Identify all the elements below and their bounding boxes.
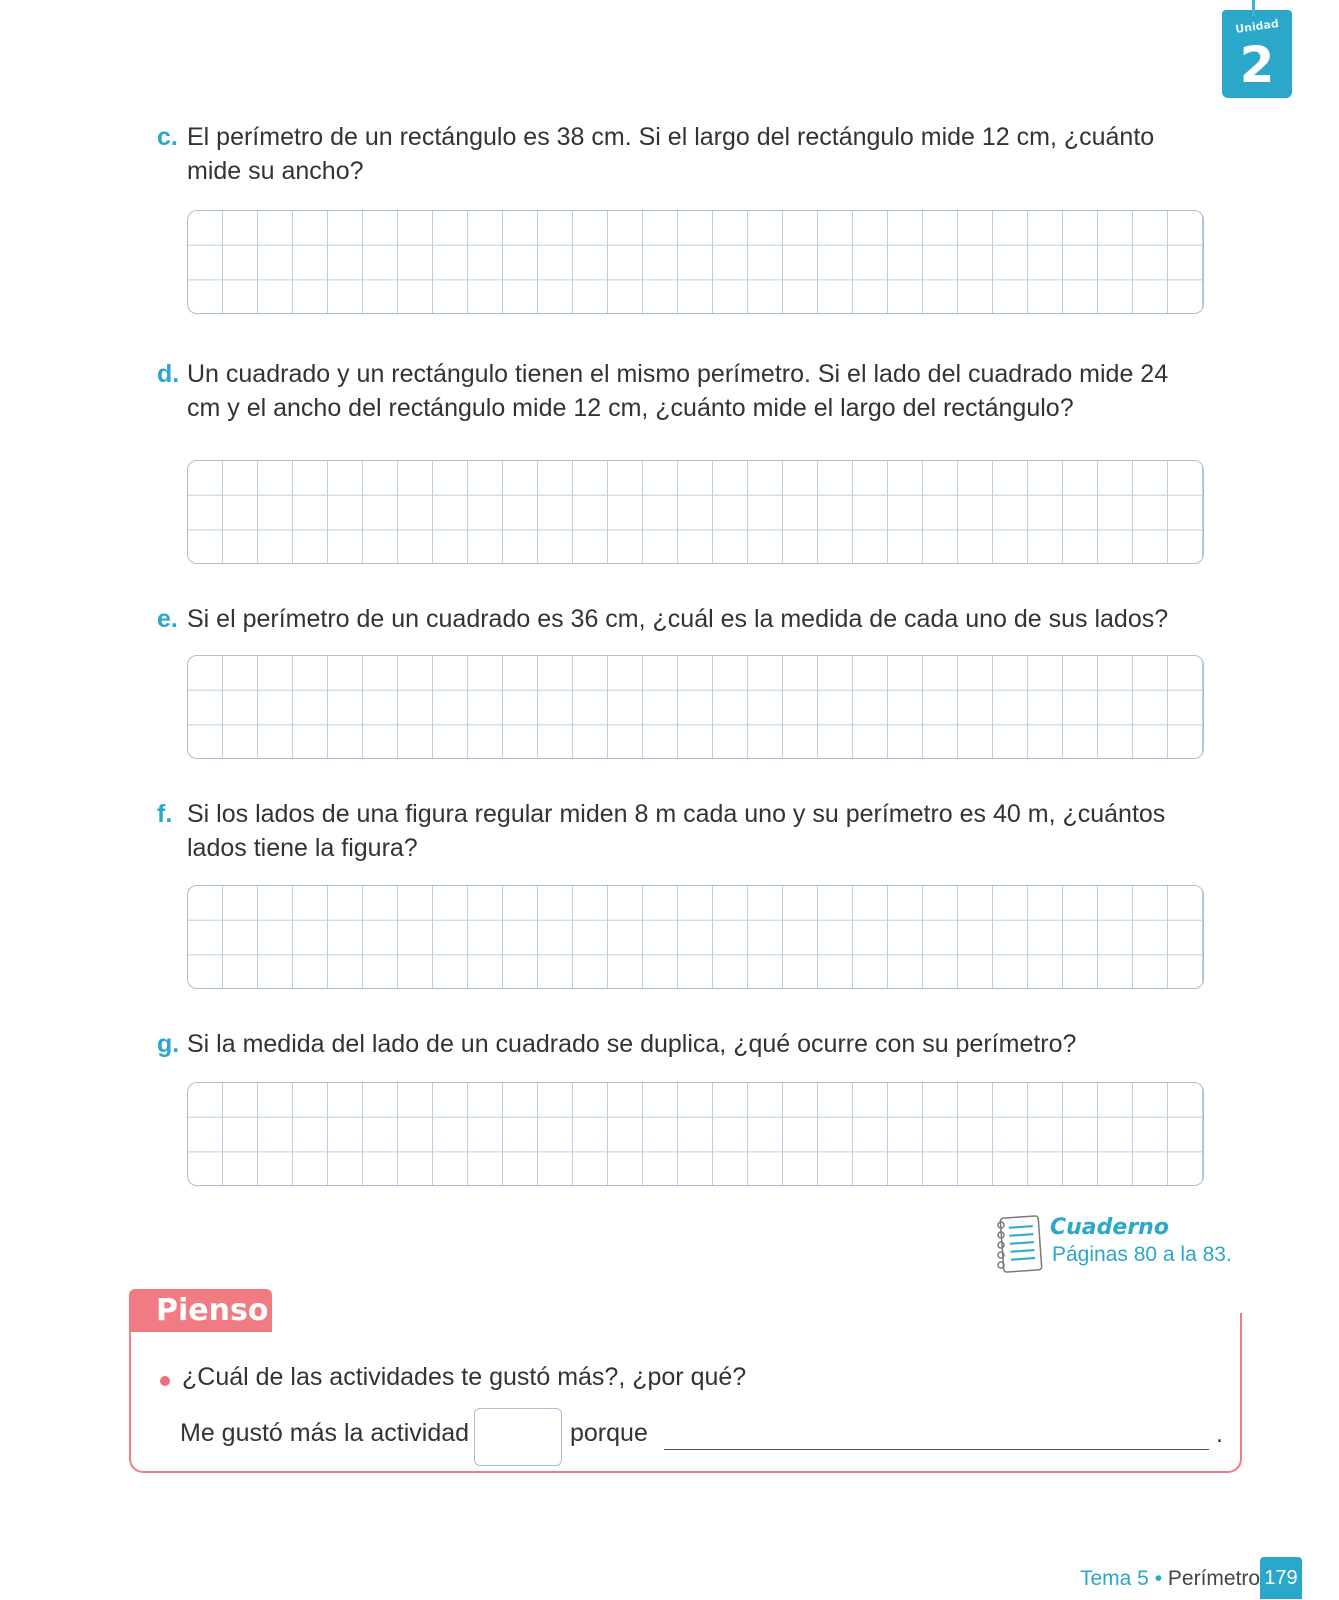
question-text: Si la medida del lado de un cuadrado se duplica, ¿qué ocurre con su perímetro? [187, 1030, 1077, 1058]
question-text: Si los lados de una figura regular miden 8 m cada uno y su perímetro es 40 m, ¿cuántos lados tiene la figura? [187, 800, 1166, 862]
unit-label: Unidad [1234, 17, 1280, 36]
cuaderno-reference [994, 1213, 1234, 1277]
question-letter: c. [157, 123, 178, 151]
question-text: Un cuadrado y un rectángulo tienen el mismo perímetro. Si el lado del cuadrado mide 24 cm y el ancho del rectángulo mide 12 cm, ¿cuánto mide el largo del rectángulo? [187, 360, 1169, 422]
subject-label: Perímetro [1167, 1567, 1261, 1590]
question-e [157, 602, 1207, 636]
unit-number: 2 [1239, 36, 1275, 94]
pienso-border [1240, 1313, 1242, 1333]
answer-middle: porque [570, 1419, 648, 1447]
question-c [157, 120, 1207, 188]
page-number: 179 [1260, 1557, 1302, 1599]
cuaderno-title: Cuaderno [1050, 1215, 1169, 1240]
answer-grid-g[interactable] [187, 1082, 1204, 1186]
reason-answer-line[interactable] [664, 1449, 1209, 1450]
answer-grid-c[interactable] [187, 210, 1204, 314]
answer-prefix: Me gustó más la actividad [180, 1419, 470, 1447]
answer-grid-d[interactable] [187, 460, 1204, 564]
theme-label: Tema 5 [1080, 1567, 1149, 1590]
notebook-icon [994, 1213, 1044, 1275]
question-letter: e. [157, 605, 178, 633]
question-letter: g. [157, 1030, 180, 1058]
cuaderno-pages: Páginas 80 a la 83. [1052, 1243, 1232, 1266]
question-g [157, 1027, 1207, 1061]
pienso-tab: Pienso [129, 1289, 272, 1332]
question-text: El perímetro de un rectángulo es 38 cm. Si el largo del rectángulo mide 12 cm, ¿cuánto mide su ancho? [187, 123, 1155, 185]
answer-grid-e[interactable] [187, 655, 1204, 759]
answer-grid-f[interactable] [187, 885, 1204, 989]
answer-end: . [1216, 1420, 1223, 1448]
footer-theme [1080, 1567, 1260, 1591]
question-d [157, 357, 1207, 425]
pienso-question: ¿Cuál de las actividades te gustó más?, ¿por qué? [182, 1363, 747, 1391]
question-letter: f. [157, 800, 173, 828]
question-text: Si el perímetro de un cuadrado es 36 cm, ¿cuál es la medida de cada uno de sus lados? [187, 605, 1169, 633]
footer-separator: • [1148, 1567, 1168, 1590]
question-letter: d. [157, 360, 180, 388]
bookmark-ribbon [1252, 0, 1255, 16]
activity-answer-box[interactable] [474, 1408, 562, 1466]
bullet-icon [160, 1376, 170, 1386]
unit-badge [1222, 10, 1292, 98]
question-f [157, 797, 1207, 865]
